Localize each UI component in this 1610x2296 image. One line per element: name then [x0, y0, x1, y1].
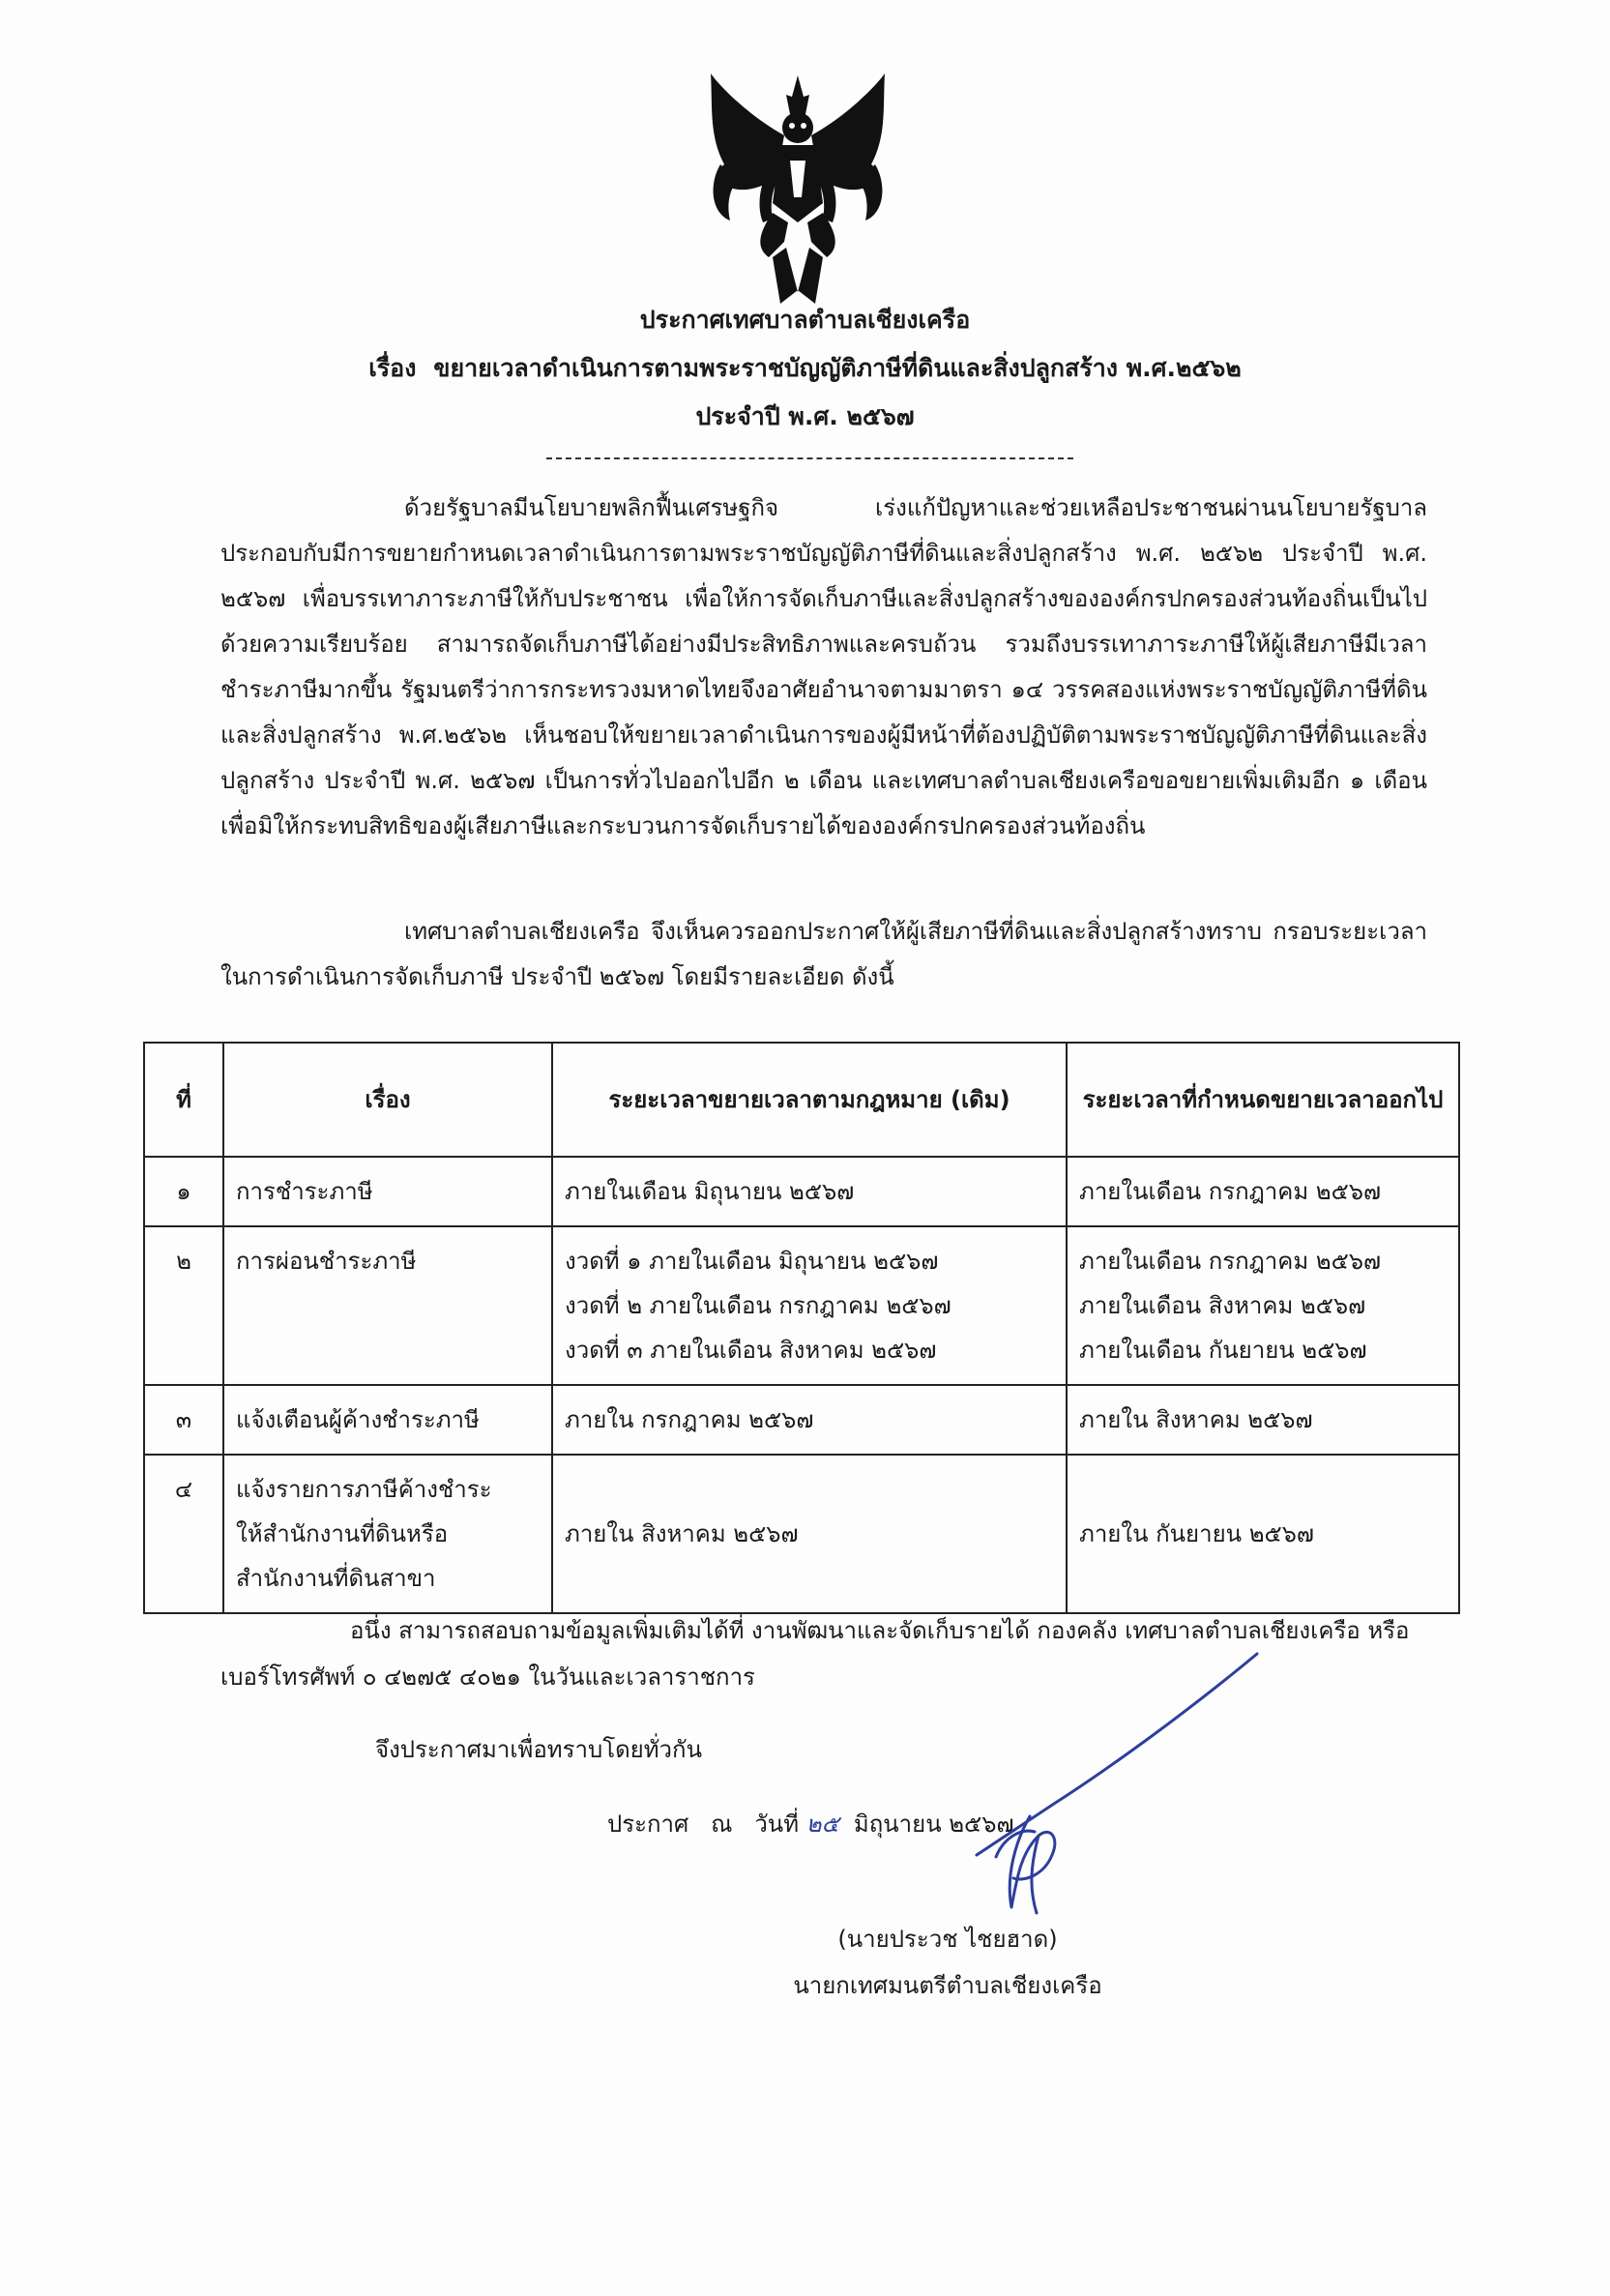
- at-label: ณ: [711, 1810, 733, 1838]
- row-subject-line: สำนักงานที่ดินสาขา: [236, 1565, 436, 1592]
- row-original-period: [552, 1385, 1067, 1455]
- row-extended-line: ภายในเดือน สิงหาคม ๒๕๖๗: [1079, 1292, 1366, 1319]
- table-row: [144, 1455, 1459, 1613]
- row-no: ๒: [144, 1226, 223, 1385]
- announce-label: ประกาศ: [607, 1810, 689, 1838]
- subject-label: เรื่อง: [368, 354, 417, 382]
- row-original-line: ภายในเดือน มิถุนายน ๒๕๖๗: [565, 1178, 855, 1205]
- header-original-period: ระยะเวลาขยายเวลาตามกฎหมาย (เดิม): [552, 1043, 1067, 1157]
- row-subject-line: การชำระภาษี: [236, 1178, 373, 1205]
- header-subject: เรื่อง: [223, 1043, 552, 1157]
- body-paragraph-2: เทศบาลตำบลเชียงเครือ จึงเห็นควรออกประกาศให้ผู้เสียภาษีที่ดินและสิ่งปลูกสร้างทราบ กรอบระยะเวลาในการดำเนินการจัดเก็บภาษี ประจำปี ๒๕๖๗ โดยมีรายละเอียด ดังนี้: [220, 918, 1427, 990]
- row-original-line: งวดที่ ๓ ภายในเดือน สิงหาคม ๒๕๖๗: [565, 1337, 937, 1364]
- row-original-line: งวดที่ ๑ ภายในเดือน มิถุนายน ๒๕๖๗: [565, 1248, 939, 1275]
- row-extended-period: [1067, 1385, 1459, 1455]
- row-extended-period: [1067, 1455, 1459, 1613]
- body-paragraph-1: ด้วยรัฐบาลมีนโยบายพลิกฟื้นเศรษฐกิจ เร่งแก้ปัญหาและช่วยเหลือประชาชนผ่านนโยบายรัฐบาล ประกอบกับมีการขยายกำหนดเวลาดำเนินการตามพระราชบัญญัติภาษีที่ดินและสิ่งปลูกสร้าง พ.ศ. ๒๕๖๒ ประจำปี พ.ศ. ๒๕๖๗ เพื่อบรรเทาภาระภาษีให้กับประชาชน เพื่อให้การจัดเก็บภาษีและสิ่งปลูกสร้างขององค์กรปกครองส่วนท้องถิ่นเป็นไปด้วยความเรียบร้อย สามารถจัดเก็บภาษีได้อย่างมีประสิทธิภาพและครบถ้วน รวมถึงบรรเทาภาระภาษีให้ผู้เสียภาษีมีเวลาชำระภาษีมากขึ้น รัฐมนตรีว่าการกระทรวงมหาดไทยจึงอาศัยอำนาจตามมาตรา ๑๔ วรรคสองแห่งพระราชบัญญัติภาษีที่ดินและสิ่งปลูกสร้าง พ.ศ.๒๕๖๒ เห็นชอบให้ขยายเวลาดำเนินการของผู้มีหน้าที่ต้องปฏิบัติตามพระราชบัญญัติภาษีที่ดินและสิ่งปลูกสร้าง ประจำปี พ.ศ. ๒๕๖๗ เป็นการทั่วไปออกไปอีก ๒ เดือน และเทศบาลตำบลเชียงเครือขอขยายเพิ่มเติมอีก ๑ เดือน เพื่อมิให้กระทบสิทธิของผู้เสียภาษีและกระบวนการจัดเก็บรายได้ขององค์กรปกครองส่วนท้องถิ่น: [220, 494, 1427, 839]
- row-extended-period: [1067, 1157, 1459, 1226]
- row-extended-line: ภายในเดือน กันยายน ๒๕๖๗: [1079, 1337, 1367, 1364]
- table-row: [144, 1226, 1459, 1385]
- row-subject: [223, 1157, 552, 1226]
- row-original-period: [552, 1157, 1067, 1226]
- table-row: [144, 1157, 1459, 1226]
- announcement-title: ประกาศเทศบาลตำบลเชียงเครือ: [639, 306, 971, 334]
- title-divider: [546, 457, 1073, 459]
- row-subject-line: แจ้งรายการภาษีค้างชำระ: [236, 1476, 492, 1503]
- header-no: ที่: [144, 1043, 223, 1157]
- date-label: วันที่: [754, 1810, 800, 1838]
- garuda-emblem-icon: [691, 68, 904, 309]
- table-row: [144, 1385, 1459, 1455]
- signer-name: (นายประวช ไชยฮาด): [837, 1926, 1058, 1953]
- signer-title: นายกเทศมนตรีตำบลเชียงเครือ: [793, 1972, 1102, 1999]
- closing-line: จึงประกาศมาเพื่อทราบโดยทั่วกัน: [375, 1736, 702, 1763]
- row-extended-line: ภายใน กันยายน ๒๕๖๗: [1079, 1520, 1314, 1547]
- announcement-subject: [0, 352, 1610, 385]
- header-extended-period: ระยะเวลาที่กำหนดขยายเวลาออกไป: [1067, 1043, 1459, 1157]
- row-original-period: [552, 1226, 1067, 1385]
- contact-note: อนึ่ง สามารถสอบถามข้อมูลเพิ่มเติมได้ที่ งานพัฒนาและจัดเก็บรายได้ กองคลัง เทศบาลตำบลเชียงเครือ หรือเบอร์โทรศัพท์ ๐ ๔๒๗๕ ๔๐๒๑ ในวันและเวลาราชการ: [220, 1617, 1410, 1691]
- row-extended-line: ภายในเดือน กรกฎาคม ๒๕๖๗: [1079, 1178, 1382, 1205]
- date-day: ๒๕: [805, 1810, 839, 1838]
- row-subject: [223, 1226, 552, 1385]
- row-subject-line: แจ้งเตือนผู้ค้างชำระภาษี: [236, 1406, 480, 1433]
- table-header-row: [144, 1043, 1459, 1157]
- handwritten-signature-icon: [832, 1634, 1315, 1925]
- row-no: ๔: [144, 1455, 223, 1613]
- row-original-line: ภายใน กรกฎาคม ๒๕๖๗: [565, 1406, 814, 1433]
- tax-schedule-table: [143, 1042, 1460, 1614]
- row-no: ๓: [144, 1385, 223, 1455]
- row-subject: [223, 1455, 552, 1613]
- announcement-year: ประจำปี พ.ศ. ๒๕๖๗: [695, 402, 915, 430]
- row-original-line: งวดที่ ๒ ภายในเดือน กรกฎาคม ๒๕๖๗: [565, 1292, 951, 1319]
- row-original-line: ภายใน สิงหาคม ๒๕๖๗: [565, 1520, 799, 1547]
- row-subject-line: การผ่อนชำระภาษี: [236, 1248, 417, 1275]
- row-no: ๑: [144, 1157, 223, 1226]
- row-extended-line: ภายในเดือน กรกฎาคม ๒๕๖๗: [1079, 1248, 1382, 1275]
- row-extended-line: ภายใน สิงหาคม ๒๕๖๗: [1079, 1406, 1313, 1433]
- row-extended-period: [1067, 1226, 1459, 1385]
- row-subject: [223, 1385, 552, 1455]
- row-subject-line: ให้สำนักงานที่ดินหรือ: [236, 1520, 449, 1547]
- row-original-period: [552, 1455, 1067, 1613]
- date-month-year: มิถุนายน ๒๕๖๗: [853, 1810, 1014, 1838]
- subject-text: ขยายเวลาดำเนินการตามพระราชบัญญัติภาษีที่ดินและสิ่งปลูกสร้าง พ.ศ.๒๕๖๒: [433, 354, 1242, 382]
